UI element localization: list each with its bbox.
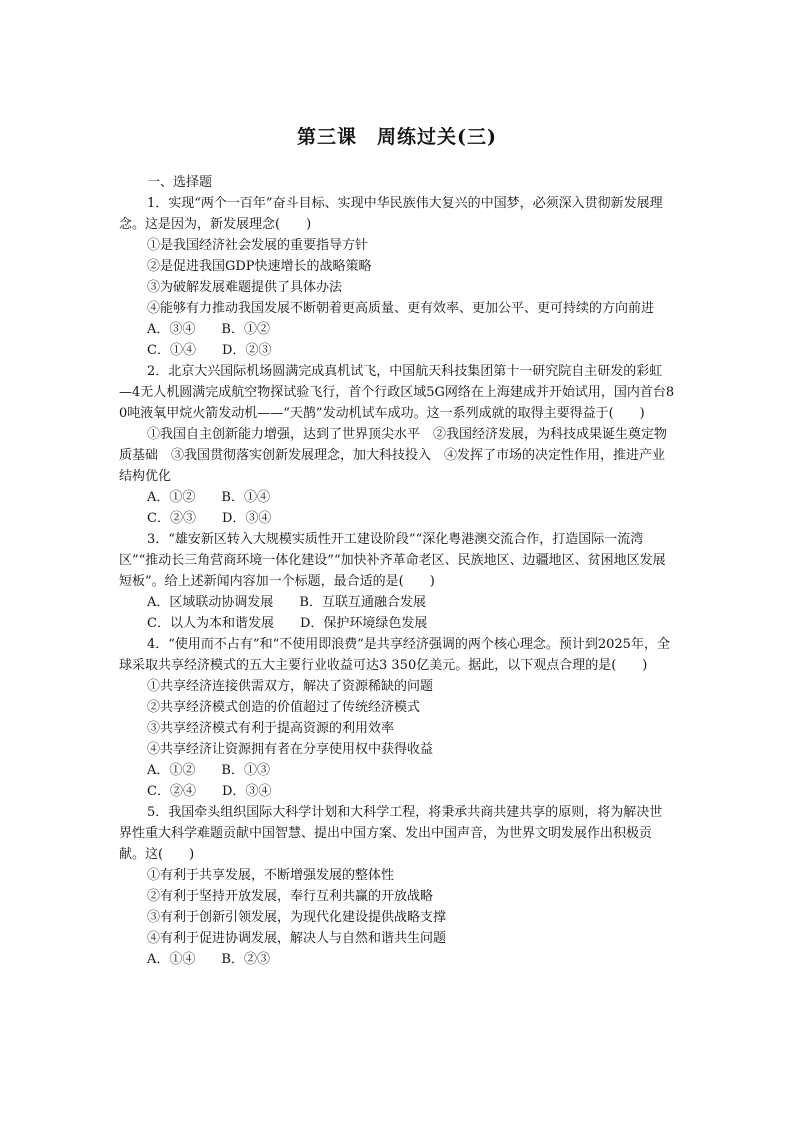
- statement: ②有利于坚持开放发展，奉行互利共赢的开放战略: [147, 889, 434, 904]
- answer-options: A．①④ B．②③: [147, 952, 270, 967]
- answer-options: A．①② B．①④: [147, 490, 270, 505]
- statement: ③共享经济模式有利于提高资源的利用效率: [147, 721, 395, 736]
- question-1: [119, 193, 675, 361]
- statement: ①我国自主创新能力增强，达到了世界顶尖水平 ②我国经济发展，为科技成果诞生奠定物质基础 ③我国贯彻落实创新发展理念，加大科技投入 ④发挥了市场的决定性作用，推进产业结构优化: [119, 427, 668, 484]
- question-2: [119, 361, 675, 529]
- statement: ③为破解发展难题提供了具体办法: [147, 280, 343, 295]
- statement: ①有利于共享发展，不断增强发展的整体性: [147, 868, 395, 883]
- statement: ②是促进我国GDP快速增长的战略策略: [147, 259, 372, 274]
- question-stem: 5．我国牵头组织国际大科学计划和大科学工程，将秉承共商共建共享的原则，将为解决世界性重大科学难题贡献中国智慧、提出中国方案、发出中国声音，为世界文明发展作出积极贡献。这( ): [119, 805, 663, 862]
- document-body: [119, 172, 675, 970]
- answer-options: A．③④ B．①②: [147, 322, 270, 337]
- answer-options: A．区域联动协调发展 B．互联互通融合发展: [147, 595, 426, 610]
- statement: ①是我国经济社会发展的重要指导方针: [147, 238, 369, 253]
- question-stem: 3．“雄安新区转入大规模实质性开工建设阶段”“深化粤港澳交流合作，打造国际一流湾区”“推动长三角营商环境一体化建设”“加快补齐革命老区、民族地区、边疆地区、贫困地区发展短板”。给上述新闻内容加一个标题，最合适的是( ): [119, 532, 666, 589]
- statement: ①共享经济连接供需双方，解决了资源稀缺的问题: [147, 679, 434, 694]
- question-stem: 2．北京大兴国际机场圆满完成真机试飞，中国航天科技集团第十一研究院自主研发的彩虹—4无人机圆满完成航空物探试验飞行，首个行政区域5G网络在上海建成并开始试用，国内首台80吨液氧甲烷火箭发动机——“天鹊”发动机试车成功。这一系列成就的取得主要得益于( ): [119, 364, 675, 421]
- statement: ④有利于促进协调发展，解决人与自然和谐共生问题: [147, 931, 447, 946]
- page-title: 第三课 周练过关(三): [297, 126, 497, 148]
- answer-options: C．①④ D．②③: [147, 343, 272, 358]
- answer-options: C．②③ D．③④: [147, 511, 272, 526]
- question-5: [119, 802, 675, 970]
- question-3: [119, 529, 675, 634]
- question-4: [119, 634, 675, 802]
- question-stem: 1．实现“两个一百年”奋斗目标、实现中华民族伟大复兴的中国梦，必须深入贯彻新发展理念。这是因为，新发展理念( ): [119, 196, 663, 232]
- statement: ②共享经济模式创造的价值超过了传统经济模式: [147, 700, 421, 715]
- answer-options: C．②④ D．③④: [147, 784, 272, 799]
- statement: ③有利于创新引领发展，为现代化建设提供战略支撑: [147, 910, 447, 925]
- section-heading: 一、选择题: [147, 175, 213, 190]
- answer-options: A．①② B．①③: [147, 763, 270, 778]
- statement: ④共享经济让资源拥有者在分享使用权中获得收益: [147, 742, 434, 757]
- question-stem: 4．“使用而不占有”和“不使用即浪费”是共享经济强调的两个核心理念。预计到2025年，全球采取共享经济模式的五大主要行业收益可达3 350亿美元。据此，以下观点合理的是( ): [119, 637, 670, 673]
- statement: ④能够有力推动我国发展不断朝着更高质量、更有效率、更加公平、更可持续的方向前进: [147, 301, 655, 316]
- answer-options: C．以人为本和谐发展 D．保护环境绿色发展: [147, 616, 428, 631]
